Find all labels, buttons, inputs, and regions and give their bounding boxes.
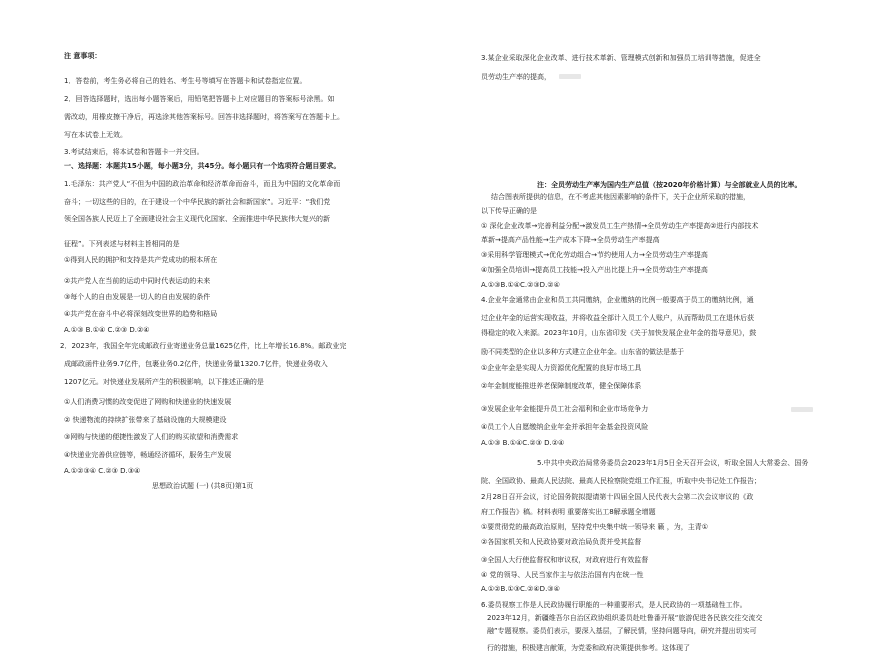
question-1-answers: A.①③ B.①④ C.②③ D.②④ [64, 326, 150, 334]
question-5-stem-cont: 院、全国政协、最高人民法院、最高人民检察院党组工作汇报，听取中央书记处工作报告； [481, 477, 761, 485]
question-6-stem-cont: 融”专题视察。委员们表示，要深入基层，了解民情，坚持问题导向，研究并提出切实可 [487, 627, 757, 635]
question-3-answers: A.①③B.①④C.②③D.②④ [481, 281, 560, 289]
faded-mark [791, 407, 813, 412]
faded-chart-mark [559, 74, 581, 79]
question-4-stem-cont: 过企业年金的运营实现收益，并将收益全部计入员工个人账户，从而帮助员工在退休后获 [481, 314, 754, 322]
question-4-answers: A.①③ B.①④C.②③ D.②④ [481, 439, 565, 447]
page-footer: 思想政治试题 (一) (共8页)第1页 [152, 482, 254, 490]
question-3-option-2-cont: 革新→提高产品性能→生产成本下降→全员劳动生产率提高 [481, 236, 660, 244]
question-4-option-1: ①企业年金是实现人力资源优化配置的良好市场工具 [481, 364, 642, 372]
question-6-stem: 6.委员视察工作是人民政协履行职能的一种重要形式，是人民政协的一项基础性工作。 [481, 601, 747, 609]
chart-caption: 注：全员劳动生产率为国内生产总值（按2020年价格计算）与全部就业人员的比率。 [537, 181, 802, 189]
question-5-answers: A.①②B.①③C.②④D.③④ [481, 585, 560, 593]
question-6-stem-cont: 行的措施，积极建言献策，为党委和政府决策提供参考。这体现了 [487, 644, 690, 652]
notice-item-2: 2．回答选择题时，选出每小题答案后，用铅笔把答题卡上对应题目的答案标号涂黑。如 [64, 95, 335, 103]
question-3-option-1-2: ① 深化企业改革→完善利益分配→激发员工生产热情→全员劳动生产率提高②进行内部技术 [481, 222, 759, 230]
question-5-option-2: ②各国家机关和人民政协要对政治局负责并受其监督 [481, 538, 642, 546]
question-4-stem: 4.企业年金通常由企业和员工共同缴纳，企业缴纳的比例一般要高于员工的缴纳比例，通 [481, 296, 754, 304]
question-1-stem-cont: 领全国各族人民迈上了全面建设社会主义现代化国家、全面推进中华民族伟大复兴的新 [64, 215, 330, 223]
question-6-stem-cont: 2023年12月，新疆维吾尔自治区政协组织委员赴吐鲁番开展“旅游促进各民族交往交流交 [487, 614, 763, 622]
question-3-option-4: ④加强全员培训→提高员工技能→投入产出比提上升→全员劳动生产率提高 [481, 266, 708, 274]
question-1-option-3: ③每个人的自由发展是一切人的自由发展的条件 [64, 293, 211, 301]
question-5-option-3: ③全国人大行使监督权和审议权，对政府进行有效监督 [481, 556, 649, 564]
question-4-option-3: ③发展企业年金能提升员工社会福利和企业市场竞争力 [481, 405, 649, 413]
question-4-option-4: ④员工个人自愿缴纳企业年金并承担年金基金投资风险 [481, 423, 649, 431]
question-2-option-2: ② 快递物流的持续扩张带来了基础设施的大规模建设 [64, 416, 227, 424]
question-4-stem-cont: 得稳定的收入来源。2023年10月，山东省印发《关于加快发展企业年金的指导意见》，鼓 [481, 329, 757, 337]
question-2-stem-cont: 1207亿元。对快递业发展所产生的积极影响，以下推述正确的是 [64, 378, 264, 386]
question-4-option-2: ②年金制度能推进养老保障制度改革，健全保障体系 [481, 382, 642, 390]
question-5-option-1: ①要贯彻党的最高政治原则，坚持党中央集中统一领导来 籁 ，为，主青① [481, 523, 709, 531]
question-2-option-1: ①人们消费习惯的改变促进了网购和快递业的快速发展 [64, 398, 232, 406]
question-5-stem: 5.中共中央政治局常务委员会2023年1月5日全天召开会议，听取全国人大常委会、国务 [537, 459, 809, 467]
notice-title: 注 意事项： [64, 52, 102, 60]
question-1-stem-cont: 奋斗；一切这些的目的，在于建设一个中华民族的新社会和新国家”。习近平：“我们党 [64, 198, 331, 206]
notice-item-2-end: 写在本试卷上无效。 [64, 131, 127, 139]
question-3-prompt-cont: 以下传导正确的是 [481, 207, 537, 215]
notice-item-1: 1．答卷前，考生务必将自己的姓名、考生号等填写在答题卡和试卷指定位置。 [64, 77, 307, 85]
question-2-option-3: ③网购与快递的便捷性激发了人们的购买欲望和消费需求 [64, 433, 239, 441]
question-3-option-3: ③采用科学管理模式→优化劳动组合→节约使用人力→全员劳动生产率提高 [481, 251, 708, 259]
question-5-stem-cont: 府工作报告》稿。材料表明 重要落实出工8解承题全增题 [481, 508, 656, 516]
question-1-stem: 1.毛泽东：共产党人“不但为中国的政治革命和经济革命而奋斗，而且为中国的文化革命而 [64, 180, 341, 188]
question-2-answers: A.①②③④ C.②③ D.③④ [64, 467, 141, 475]
question-3-prompt: 结合图表所提供的信息，在不考虑其他因素影响的条件下，关于企业所采取的措施， [491, 193, 750, 201]
question-2-stem-cont: 成邮政函件业务9.7亿件，包裹业务0.2亿件，快递业务量1320.7亿件，快递业务收入 [64, 360, 328, 368]
question-1-prompt: 征程”。下列表述与材料主旨相同的是 [64, 240, 180, 248]
question-1-option-4: ④共产党在奋斗中必将深刻改变世界的趋势和格局 [64, 310, 218, 318]
question-3-stem-cont: 员劳动生产率的提高， [481, 73, 551, 81]
notice-item-3: 3.考试结束后，将本试卷和答题卡一并交回。 [64, 148, 204, 156]
question-3-stem: 3.某企业采取深化企业改革、进行技术革新、管理模式创新和加强员工培训等措施，促进全 [481, 54, 761, 62]
section-heading: 一、选择题：本题共15小题，每小题3分，共45分。每小题只有一个选项符合题目要求。 [64, 162, 341, 170]
question-5-option-4: ④ 党的领导、人民当家作主与依法治国有内在统一性 [481, 571, 644, 579]
question-2-option-4: ④快递业完善供应链等，畅通经济循环，服务生产发展 [64, 451, 232, 459]
notice-item-2-cont: 需改动，用橡皮擦干净后，再选涂其他答案标号。回答非选择题时，将答案写在答题卡上。 [64, 113, 344, 121]
question-5-stem-cont: 2月28日召开会议，讨论国务院拟提请第十四届全国人民代表大会第二次会议审议的《政 [481, 493, 754, 501]
question-4-stem-cont: 励不同类型的企业以多种方式建立企业年金。山东省的做法是基于 [481, 348, 684, 356]
question-2-stem: 2．2023年，我国全年完成邮政行业寄递业务总量1625亿件，比上年增长16.8%。邮政业完 [60, 342, 347, 350]
question-1-option-2: ②共产党人在当前的运动中同时代表运动的未来 [64, 277, 211, 285]
question-1-option-1: ①得到人民的拥护和支持是共产党成功的根本所在 [64, 256, 218, 264]
